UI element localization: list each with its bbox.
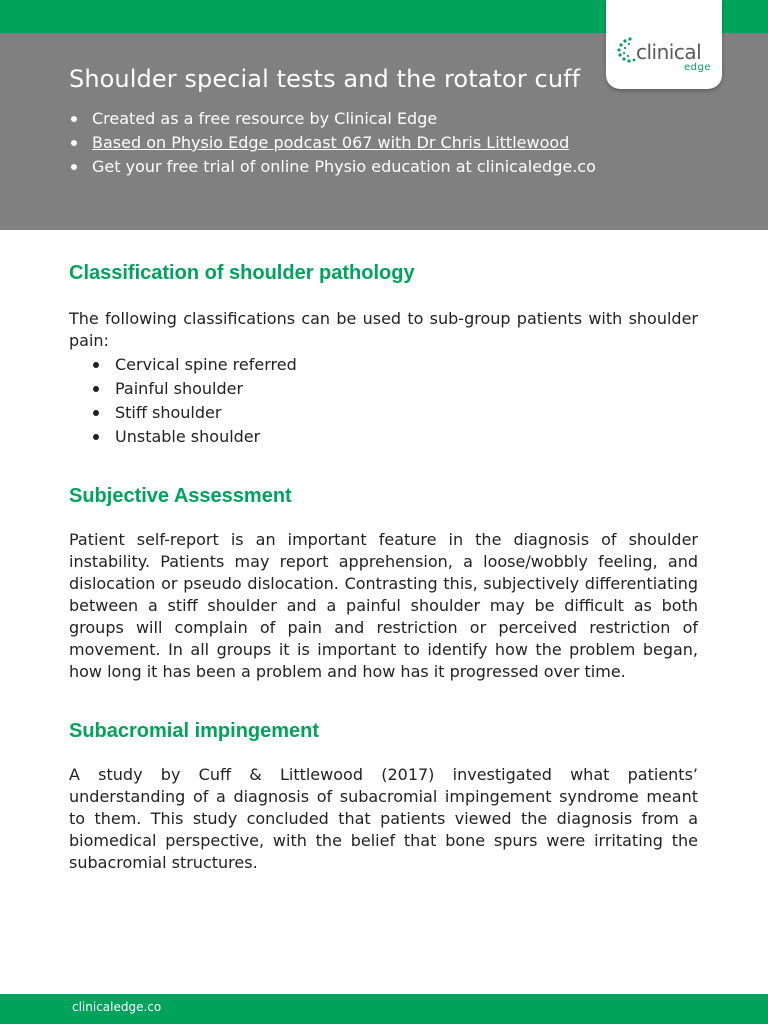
main-content [69,230,698,874]
impingement-paragraph: A study by Cuff & Littlewood (2017) investigated what patients’ understanding of a diagnosis of subacromial impingement syndrome meant to them. This study concluded that patients viewed the diagnosis from a biomedical perspective, with the belief that bone spurs were irritating the subacromial structures. [69,765,698,872]
logo-subtext: edge [684,62,711,73]
list-item: Cervical spine referred [69,353,698,377]
classification-intro: The following classifications can be used to sub-group patients with shoulder pain: [69,309,698,350]
section-heading-subjective: Subjective Assessment [69,485,292,507]
list-item: Painful shoulder [69,377,698,401]
header-bullet: Created as a free resource by Clinical Edge [69,107,596,131]
list-item: Stiff shoulder [69,401,698,425]
clinical-edge-logo [606,0,722,89]
subjective-paragraph: Patient self-report is an important feature in the diagnosis of shoulder instability. Patients may report apprehension, a loose/wobbly feeling, and dislocation or pseudo dislocation. Contrasting this, subjectively differentiating between a stiff shoulder and a painful shoulder may be difficult as both groups will complain of pain and restriction or perceived restriction of movement. In all groups it is important to identify how the problem began, how long it has been a problem and how has it progressed over time. [69,530,698,681]
header-bullet [69,131,596,155]
header-bullet-list [69,107,596,179]
section-heading-impingement: Subacromial impingement [69,720,320,742]
header-bullet: Get your free trial of online Physio education at clinicaledge.co [69,155,596,179]
section-heading-classification: Classification of shoulder pathology [69,262,415,284]
logo-wordmark: clinical [636,40,702,64]
classification-list [69,353,698,449]
footer-bar [0,994,768,1024]
list-item: Unstable shoulder [69,425,698,449]
podcast-link[interactable]: Based on Physio Edge podcast 067 with Dr Chris Littlewood [92,133,570,152]
footer-website: clinicaledge.co [72,1000,162,1014]
page-title: Shoulder special tests and the rotator cuff [69,65,581,93]
